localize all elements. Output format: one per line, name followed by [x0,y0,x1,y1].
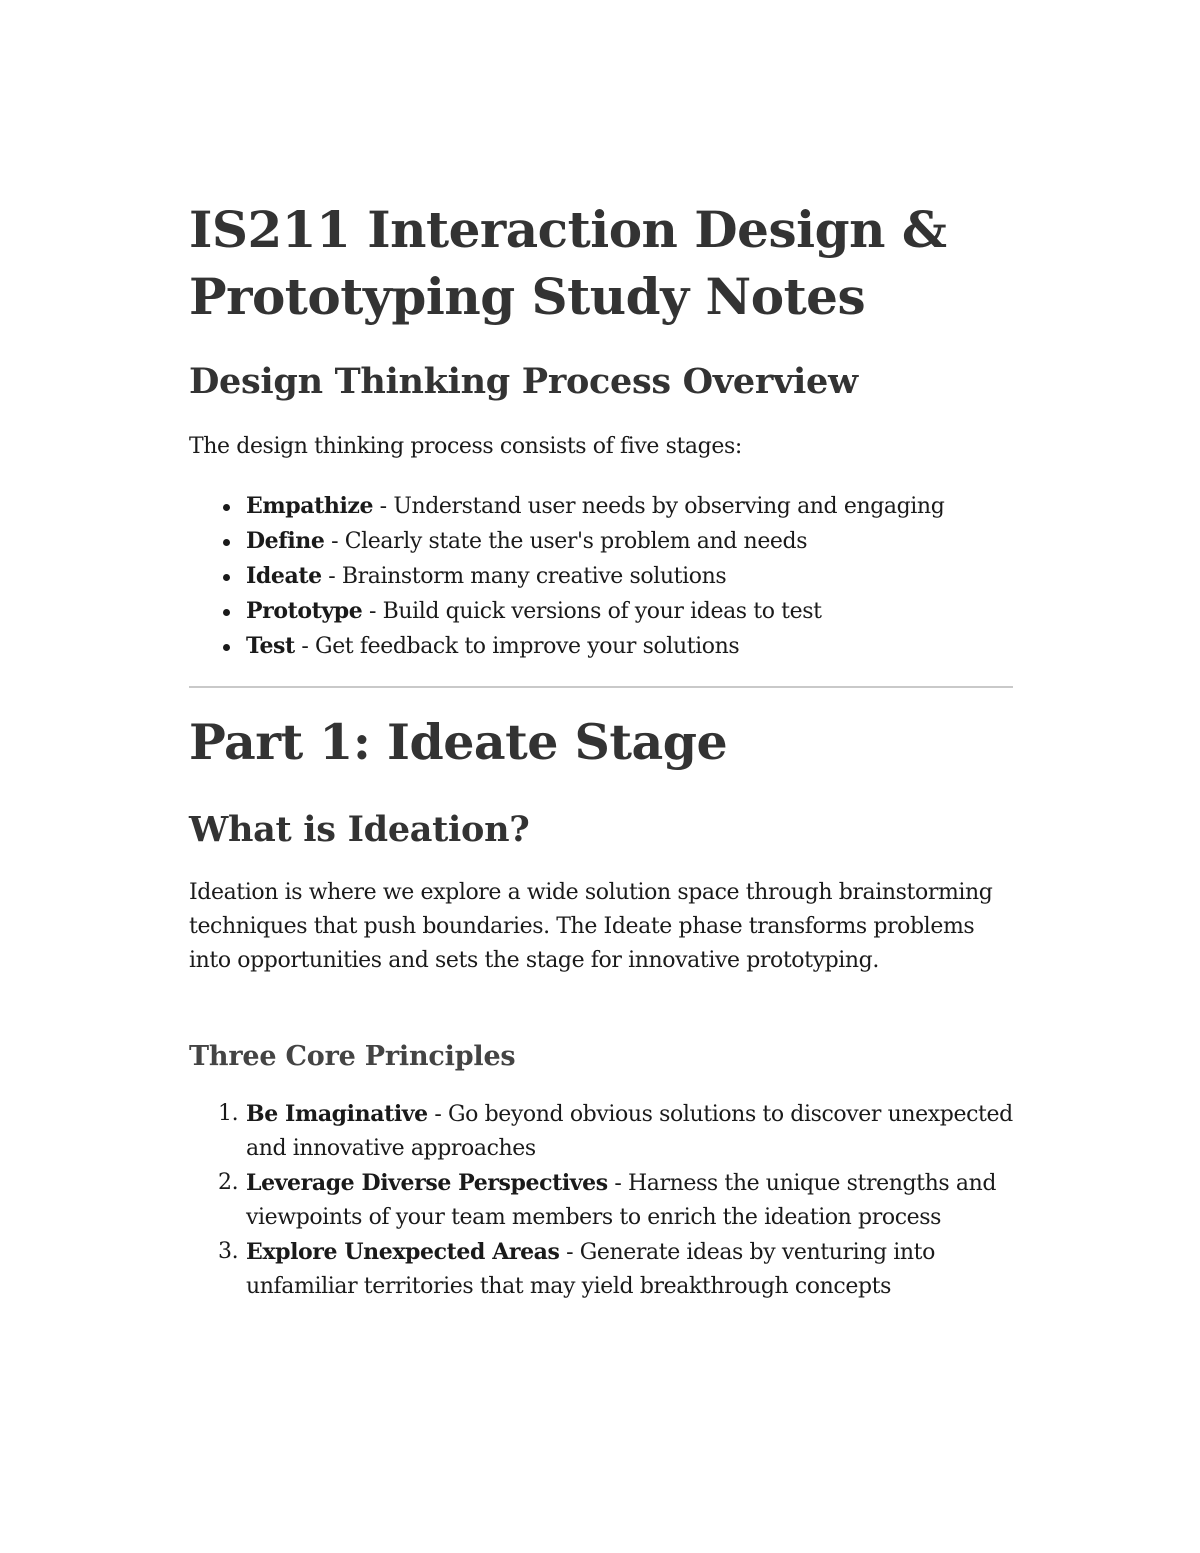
stage-desc: - Brainstorm many creative solutions [321,564,727,589]
list-item [189,594,1013,629]
list-item [189,1166,1013,1235]
bullet-icon [223,574,230,581]
principle-term: Explore Unexpected Areas [246,1239,560,1265]
principle-desc: - Go beyond obvious solutions to discover unexpected and innovative approaches [246,1102,1013,1161]
list-item [189,559,1013,594]
stage-desc: - Get feedback to improve your solutions [294,634,740,659]
part1-heading: Part 1: Ideate Stage [189,713,728,771]
stage-desc: - Understand user needs by observing and engaging [373,494,945,519]
principle-term: Leverage Diverse Perspectives [246,1170,608,1196]
list-item [189,629,1013,664]
stage-term: Test [246,633,295,659]
bullet-icon [223,539,230,546]
list-number: 3. [218,1239,239,1264]
ideation-heading: What is Ideation? [189,809,530,850]
stage-desc: - Clearly state the user's problem and needs [324,529,808,554]
bullet-icon [223,609,230,616]
stage-desc: - Build quick versions of your ideas to test [362,599,822,624]
stage-term: Prototype [246,598,363,624]
principle-desc: - Harness the unique strengths and viewpoints of your team members to enrich the ideation process [246,1171,997,1230]
overview-heading: Design Thinking Process Overview [189,361,858,402]
principles-list [189,1097,1013,1304]
list-number: 2. [218,1170,239,1195]
document-title: IS211 Interaction Design & Prototyping Study Notes [189,200,947,326]
stages-list [189,489,1013,664]
ideation-paragraph: Ideation is where we explore a wide solution space through brainstorming techniques that push boundaries. The Ideate phase transforms problems into opportunities and sets the stage for innovative prototyping. [189,880,993,973]
principle-term: Be Imaginative [246,1101,428,1127]
list-item [189,1097,1013,1166]
bullet-icon [223,504,230,511]
list-item [189,489,1013,524]
principle-desc: - Generate ideas by venturing into unfamiliar territories that may yield breakthrough concepts [246,1240,935,1299]
stage-term: Ideate [246,563,322,589]
stage-term: Define [246,528,325,554]
section-divider [189,686,1013,688]
bullet-icon [223,644,230,651]
list-item [189,524,1013,559]
stage-term: Empathize [246,493,374,519]
list-item [189,1235,1013,1304]
list-number: 1. [218,1101,239,1126]
principles-heading: Three Core Principles [189,1041,516,1072]
overview-intro: The design thinking process consists of five stages: [189,434,742,459]
